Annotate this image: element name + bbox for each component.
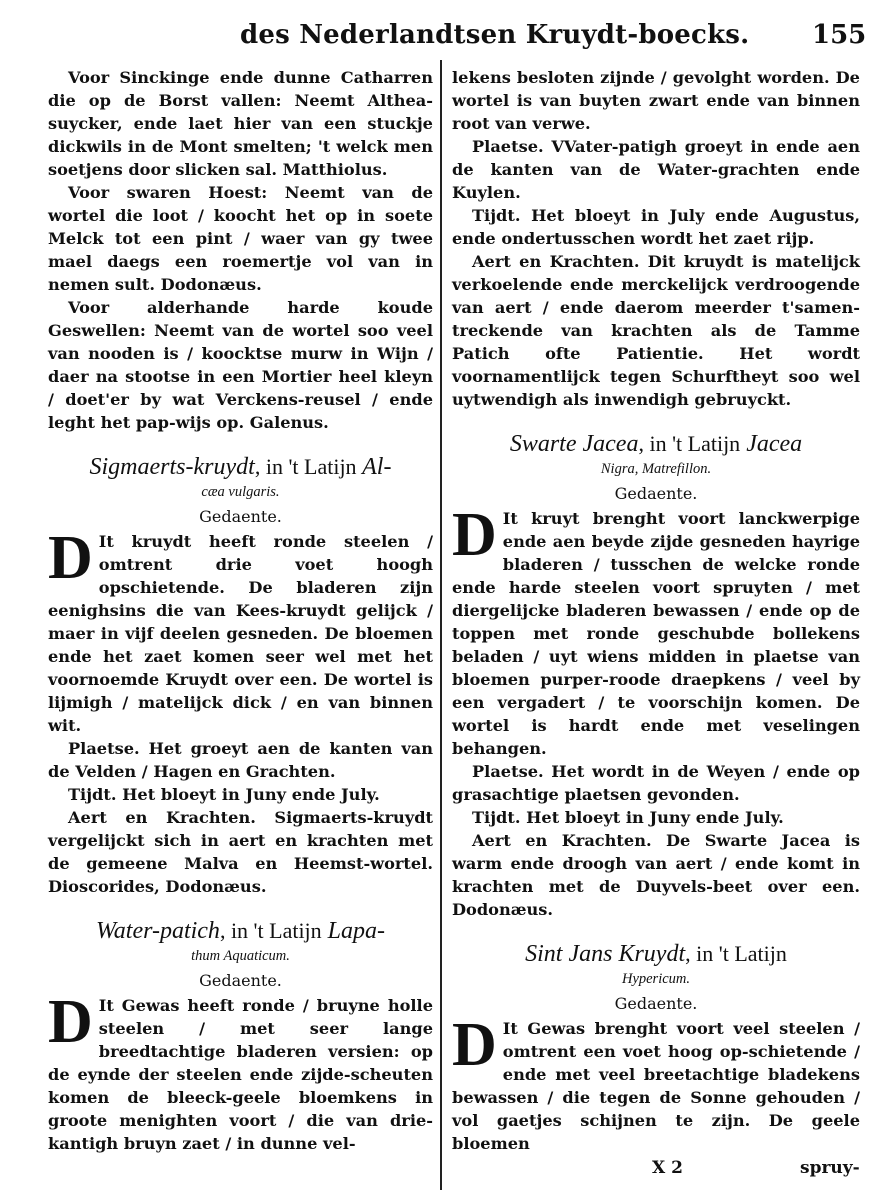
description-text: It Gewas heeft ronde / bruyne holle steelen / met seer lange breedtachtige bladeren versien: op de eynde der steelen ende zijde-scheuten komen de bleeck-geele bloemkens in groote menighten voort / die van drie-kantigh bruyn zaet / in dunne vel- [48, 996, 433, 1153]
heading-suffix: , in 't Latijn [685, 941, 787, 966]
description-paragraph [48, 524, 433, 737]
heading-latin-continued: Nigra, Matrefillon. [600, 461, 712, 477]
drop-cap: D [48, 988, 93, 1056]
running-head: des Nederlandtsen Kruydt-boecks. [240, 20, 750, 50]
tijdt-paragraph: Tijdt. Het bloeyt in July ende Augustus, ende ondertusschen wordt het zaet rijp. [452, 206, 860, 248]
description-paragraph [452, 501, 860, 760]
heading-suffix: , in 't Latijn [638, 431, 741, 456]
continuation-paragraph: lekens besloten zijnde / gevolght worden. De wortel is van buyten zwart ende van binnen root van verwe. [452, 68, 860, 133]
left-column [48, 66, 433, 1155]
right-column [452, 66, 860, 1155]
remedy-paragraph: Voor alderhande harde koude Geswellen: Neemt van de wortel soo veel van nooden is / koocktse murw in Wijn / daer na stootse in een Mortier heel kleyn / doet'er by wat Verckens-reusel / ende leght het pap-wijs op. Galenus. [48, 298, 433, 432]
section-heading-swarte-jacea [452, 429, 860, 459]
heading-latin: Jacea [746, 431, 803, 457]
plaetse-paragraph: Plaetse. Het wordt in de Weyen / ende op grasachtige plaetsen gevonden. [452, 762, 860, 804]
heading-suffix: , in 't Latijn [219, 918, 322, 943]
plaetse-paragraph: Plaetse. Het groeyt aen de kanten van de Velden / Hagen en Grachten. [48, 739, 433, 781]
gedaente-label: Gedaente. [199, 507, 282, 526]
heading-title: Swarte Jacea [509, 431, 639, 457]
plaetse-paragraph: Plaetse. VVater-patigh groeyt in ende aen de kanten van de Water-grachten ende Kuylen. [452, 137, 860, 202]
heading-latin: Al- [362, 454, 392, 480]
aert-paragraph: Aert en Krachten. Sigmaerts-kruydt vergelijckt sich in aert en krachten met de gemeene Malva en Heemst-wortel. Dioscorides, Dodonæus. [48, 808, 433, 896]
page-number: 155 [812, 20, 867, 50]
aert-paragraph: Aert en Krachten. De Swarte Jacea is warm ende droogh van aert / ende komt in krachten met de Duyvels-beet over een. Dodonæus. [452, 831, 860, 919]
gedaente-label: Gedaente. [199, 971, 282, 990]
section-heading-sigmaerts [48, 452, 433, 482]
section-heading-sint-jans-kruydt [452, 939, 860, 969]
heading-latin-continued: thum Aquaticum. [191, 948, 290, 964]
heading-title: Water-patich [95, 918, 220, 944]
section-heading-water-patich [48, 916, 433, 946]
description-text: It kruydt heeft ronde steelen / omtrent drie voet hoogh opschietende. De bladeren zijn eenighsins die van Kees-kruydt gelijck / maer in vijf deelen gesneden. De bloemen ende het zaet komen seer wel met het voornoemde Kruydt over een. De wortel is lijmigh / matelijck dick / en van binnen wit. [48, 532, 433, 735]
heading-suffix: , in 't Latijn [254, 454, 357, 479]
remedy-paragraph: Voor swaren Hoest: Neemt van de wortel die loot / koocht het op in soete Melck tot een pint / waer van gy twee mael daegs een roemertje vol van in nemen sult. Dodonæus. [48, 183, 433, 294]
heading-title: Sigmaerts-kruydt [89, 454, 255, 480]
signature-mark: X 2 [652, 1158, 683, 1178]
aert-paragraph: Aert en Krachten. Dit kruydt is matelijck verkoelende ende merckelijck verdroogende van aert / ende daerom meerder t'samen-treckende van krachten als de Tamme Patich ofte Patientie. Het wordt voornamentlijck tegen Schurftheyt soo wel uytwendigh als inwendigh gebruyckt. [452, 252, 860, 409]
description-text: It Gewas brenght voort veel steelen / omtrent een voet hoog op-schietende / ende met veel breetachtige bladekens bewassen / die tegen de Sonne gehouden / vol gaetjes schijnen te zijn. De geele bloemen [452, 1019, 860, 1153]
heading-latin-continued: cæa vulgaris. [201, 484, 280, 500]
description-paragraph [48, 988, 433, 1155]
drop-cap: D [48, 524, 93, 592]
tijdt-paragraph: Tijdt. Het bloeyt in Juny ende July. [68, 785, 380, 804]
heading-latin-continued: Hypericum. [621, 971, 691, 987]
heading-title: Sint Jans Kruydt [525, 941, 686, 967]
gedaente-label: Gedaente. [614, 994, 698, 1013]
remedy-paragraph: Voor Sinckinge ende dunne Catharren die op de Borst vallen: Neemt Althea-suycker, ende laet hier van een stuckje dickwils in de Mont smelten; 't welck men soetjens door slicken sal. Matthiolus. [48, 68, 433, 179]
page-header [0, 18, 895, 58]
catchword: spruy- [800, 1158, 860, 1178]
heading-latin: Lapa- [327, 918, 386, 944]
drop-cap: D [452, 501, 497, 569]
description-paragraph [452, 1011, 860, 1155]
column-divider [440, 60, 442, 1190]
description-text: It kruyt brenght voort lanckwerpige ende aen beyde zijde gesneden hayrige bladeren / tusschen de welcke ronde ende harde steelen voort spruyten / met diergelijcke bladeren bewassen / ende op de toppen met ronde geschubde bollekens beladen / uyt wiens midden in plaetse van bloemen purper-roode draepkens / veel by een vergadert / te voorschijn komen. De wortel is hardt ende met veselingen behangen. [452, 509, 860, 758]
drop-cap: D [452, 1011, 497, 1079]
tijdt-paragraph: Tijdt. Het bloeyt in Juny ende July. [472, 808, 784, 827]
gedaente-label: Gedaente. [614, 484, 698, 503]
page-footer [0, 1158, 895, 1188]
